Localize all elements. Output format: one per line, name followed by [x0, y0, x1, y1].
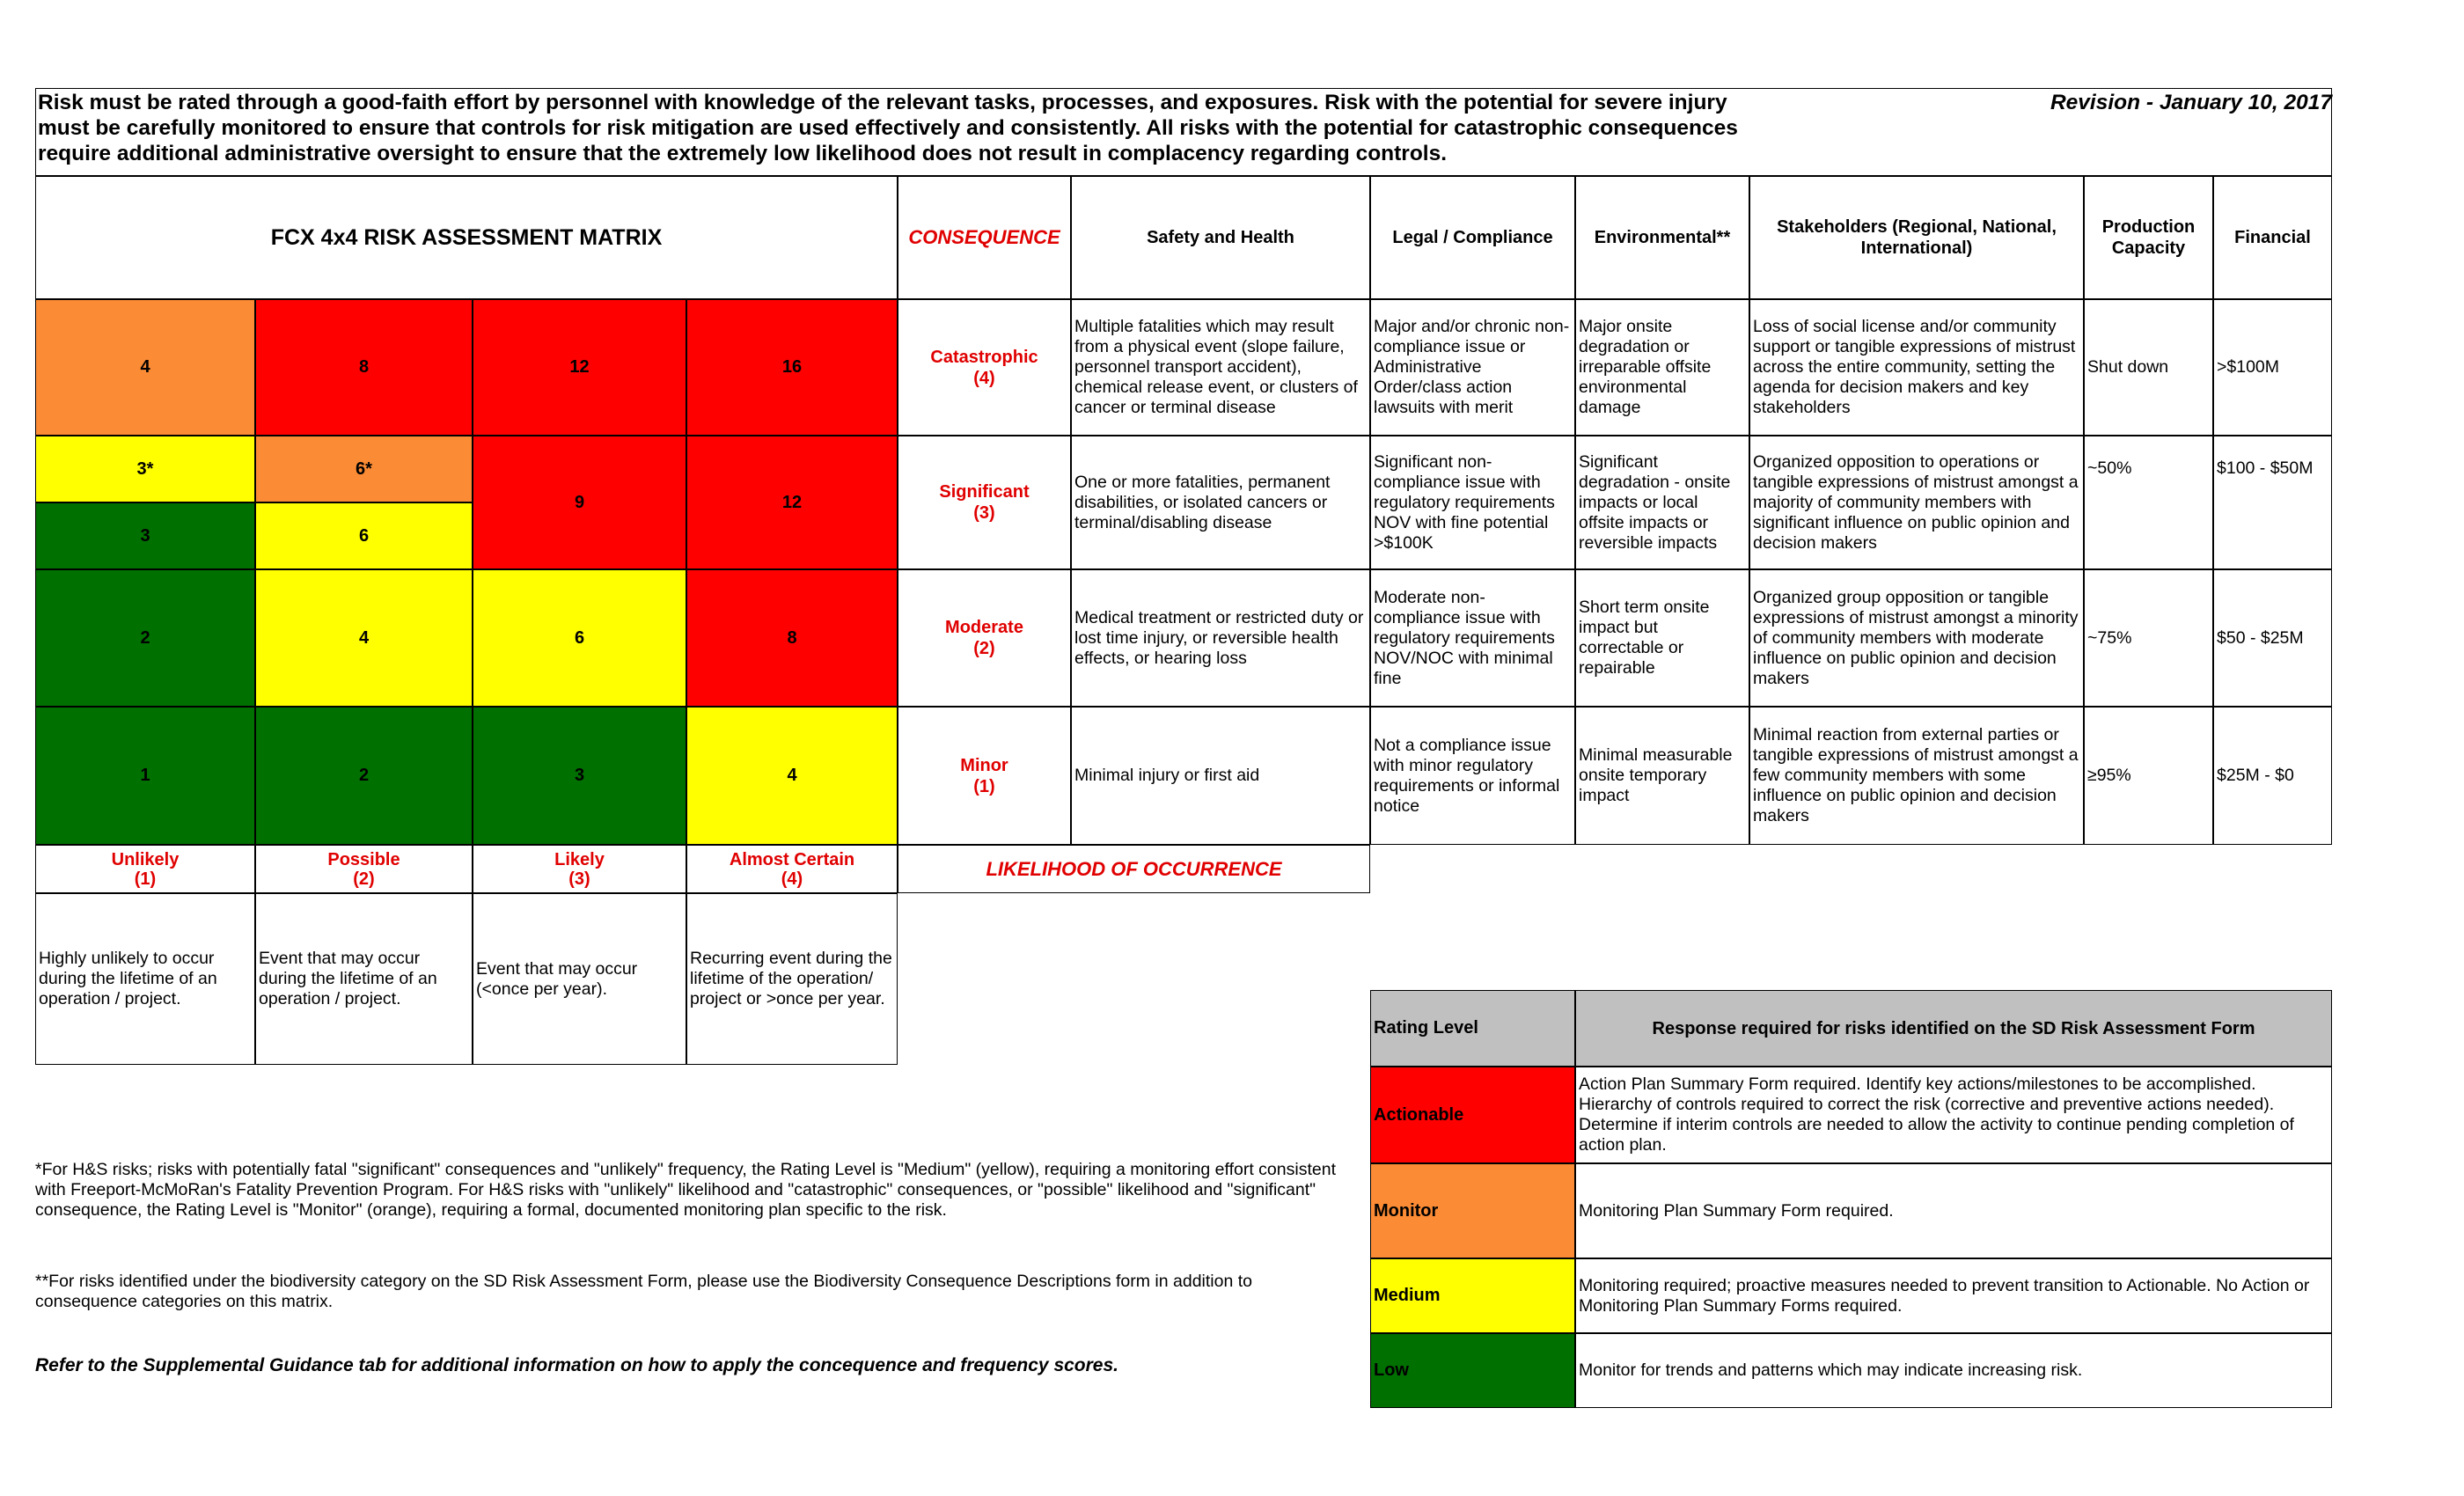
- consequence-label: CONSEQUENCE: [898, 176, 1071, 299]
- revision-date: Revision - January 10, 2017: [2050, 91, 2332, 114]
- likelihood-score: (1): [134, 869, 157, 889]
- desc-cell: >$100M: [2213, 299, 2332, 436]
- likelihood-likely: [473, 845, 686, 893]
- consequence-name: Moderate: [945, 618, 1023, 637]
- likelihood-desc: Event that may occur (<once per year).: [473, 893, 686, 1065]
- likelihood-score: (4): [781, 869, 803, 889]
- desc-cell: ≥95%: [2084, 707, 2213, 845]
- note-biodiversity: **For risks identified under the biodiversity category on the SD Risk Assessment Form, please use the Biodiversity Consequence Descriptions form in addition to consequence categories on this matrix.: [35, 1272, 1252, 1311]
- desc-cell: ~50%: [2084, 436, 2213, 569]
- likelihood-desc: Recurring event during the lifetime of the operation/ project or >once per year.: [686, 893, 898, 1065]
- matrix-cell: 12: [473, 299, 686, 436]
- matrix-cell: 3: [35, 502, 255, 569]
- consequence-moderate: [898, 569, 1071, 707]
- likelihood-possible: [255, 845, 473, 893]
- rating-header-response: Response required for risks identified on the SD Risk Assessment Form: [1575, 990, 2332, 1067]
- likelihood-name: Unlikely: [111, 849, 180, 869]
- matrix-cell: 12: [686, 436, 898, 569]
- desc-cell: Major onsite degradation or irreparable offsite environmental damage: [1575, 299, 1749, 436]
- rating-level-monitor: Monitor: [1370, 1163, 1575, 1258]
- matrix-cell: 6: [255, 502, 473, 569]
- desc-cell: Loss of social license and/or community support or tangible expressions of mistrust across the entire community, setting the agenda for decision makers and key stakeholders: [1749, 299, 2084, 436]
- note-hs-risks: *For H&S risks; risks with potentially fatal "significant" consequences and "unlikely" frequency, the Rating Level is "Medium" (yellow), requiring a monitoring effort consistent with Freeport-McMoRan's Fatality Prevention Program. For H&S risks with "unlikely" likelihood and "catastrophic" consequences, or "possible" likelihood and "significant" consequence, the Rating Level is "Monitor" (orange), requiring a formal, documented monitoring plan specific to the risk.: [35, 1160, 1336, 1220]
- likelihood-name: Likely: [554, 849, 605, 869]
- matrix-cell: 4: [686, 707, 898, 845]
- likelihood-almost-certain: [686, 845, 898, 893]
- desc-cell: One or more fatalities, permanent disabilities, or isolated cancers or terminal/disabling disease: [1071, 436, 1370, 569]
- desc-cell: Major and/or chronic non-compliance issue or Administrative Order/class action lawsuits with merit: [1370, 299, 1575, 436]
- matrix-cell: 8: [255, 299, 473, 436]
- consequence-score: (2): [973, 639, 995, 658]
- desc-cell: Not a compliance issue with minor regulatory requirements or informal notice: [1370, 707, 1575, 845]
- consequence-catastrophic: [898, 299, 1071, 436]
- desc-cell: Significant non-compliance issue with regulatory requirements NOV with fine potential >$100K: [1370, 436, 1575, 569]
- likelihood-desc: Event that may occur during the lifetime of an operation / project.: [255, 893, 473, 1065]
- desc-cell: $50 - $25M: [2213, 569, 2332, 707]
- desc-cell: ~75%: [2084, 569, 2213, 707]
- rating-level-actionable: Actionable: [1370, 1067, 1575, 1163]
- consequence-minor: [898, 707, 1071, 845]
- rating-level-low: Low: [1370, 1333, 1575, 1408]
- col-header-financial: Financial: [2213, 176, 2332, 299]
- consequence-score: (1): [973, 776, 995, 796]
- matrix-cell-hs: 6*: [255, 436, 473, 502]
- rating-response: Monitoring Plan Summary Form required.: [1575, 1163, 2332, 1258]
- likelihood-score: (2): [353, 869, 375, 889]
- desc-cell: $25M - $0: [2213, 707, 2332, 845]
- note-supplemental-guidance: Refer to the Supplemental Guidance tab for additional information on how to apply the concequence and frequency scores.: [35, 1355, 1119, 1375]
- matrix-title: FCX 4x4 RISK ASSESSMENT MATRIX: [35, 176, 898, 299]
- desc-cell: Multiple fatalities which may result from a physical event (slope failure, personnel transport accident), chemical release event, or clusters of cancer or terminal disease: [1071, 299, 1370, 436]
- likelihood-desc: Highly unlikely to occur during the lifetime of an operation / project.: [35, 893, 255, 1065]
- desc-cell: Minimal measurable onsite temporary impact: [1575, 707, 1749, 845]
- likelihood-name: Almost Certain: [729, 849, 855, 869]
- matrix-cell-hs: 3*: [35, 436, 255, 502]
- likelihood-unlikely: [35, 845, 255, 893]
- matrix-cell: 9: [473, 436, 686, 569]
- consequence-score: (4): [973, 368, 995, 388]
- desc-cell: Short term onsite impact but correctable or repairable: [1575, 569, 1749, 707]
- desc-cell: Shut down: [2084, 299, 2213, 436]
- col-header-production: Production Capacity: [2084, 176, 2213, 299]
- matrix-cell: 2: [35, 569, 255, 707]
- consequence-name: Significant: [939, 482, 1030, 502]
- consequence-name: Catastrophic: [930, 347, 1038, 367]
- matrix-cell: 2: [255, 707, 473, 845]
- col-header-safety: Safety and Health: [1071, 176, 1370, 299]
- matrix-cell: 6: [473, 569, 686, 707]
- col-header-environmental: Environmental**: [1575, 176, 1749, 299]
- matrix-cell: 4: [255, 569, 473, 707]
- desc-cell: Minimal injury or first aid: [1071, 707, 1370, 845]
- matrix-cell: 3: [473, 707, 686, 845]
- desc-cell: Medical treatment or restricted duty or lost time injury, or reversible health effects, or hearing loss: [1071, 569, 1370, 707]
- col-header-stakeholders: Stakeholders (Regional, National, International): [1749, 176, 2084, 299]
- desc-cell: Significant degradation - onsite impacts or local offsite impacts or reversible impacts: [1575, 436, 1749, 569]
- desc-cell: Organized group opposition or tangible expressions of mistrust amongst a minority of community members with moderate influence on public opinion and decision makers: [1749, 569, 2084, 707]
- rating-level-medium: Medium: [1370, 1258, 1575, 1333]
- consequence-score: (3): [973, 503, 995, 523]
- consequence-name: Minor: [960, 755, 1008, 775]
- rating-header-level: Rating Level: [1370, 990, 1575, 1067]
- likelihood-score: (3): [568, 869, 590, 889]
- desc-cell: Minimal reaction from external parties or tangible expressions of mistrust amongst a few community members with some influence on public opinion and decision makers: [1749, 707, 2084, 845]
- matrix-cell: 4: [35, 299, 255, 436]
- rating-response: Monitor for trends and patterns which may indicate increasing risk.: [1575, 1333, 2332, 1408]
- desc-cell: $100 - $50M: [2213, 436, 2332, 569]
- matrix-cell: 1: [35, 707, 255, 845]
- intro-text: Risk must be rated through a good-faith effort by personnel with knowledge of the relevant tasks, processes, and exposures. Risk with the potential for severe injury must be carefully monitored to ensure that controls for risk mitigation are used effectively and consistently. All risks with the potential for catastrophic consequences require additional administrative oversight to ensure that the extremely low likelihood does not result in complacency regarding controls.: [38, 91, 1738, 165]
- likelihood-name: Possible: [327, 849, 400, 869]
- desc-cell: Organized opposition to operations or tangible expressions of mistrust amongst a majority of community members with significant influence on public opinion and decision makers: [1749, 436, 2084, 569]
- col-header-legal: Legal / Compliance: [1370, 176, 1575, 299]
- rating-response: Action Plan Summary Form required. Identify key actions/milestones to be accomplished. Hierarchy of controls required to correct the risk (corrective and preventive actions needed). Determine if interim controls are needed to allow the activity to continue pending completion of action plan.: [1575, 1067, 2332, 1163]
- matrix-cell: 16: [686, 299, 898, 436]
- rating-response: Monitoring required; proactive measures needed to prevent transition to Actionable. No Action or Monitoring Plan Summary Forms required.: [1575, 1258, 2332, 1333]
- desc-cell: Moderate non-compliance issue with regulatory requirements NOV/NOC with minimal fine: [1370, 569, 1575, 707]
- likelihood-of-occurrence-label: LIKELIHOOD OF OCCURRENCE: [898, 845, 1370, 893]
- matrix-cell: 8: [686, 569, 898, 707]
- consequence-significant: [898, 436, 1071, 569]
